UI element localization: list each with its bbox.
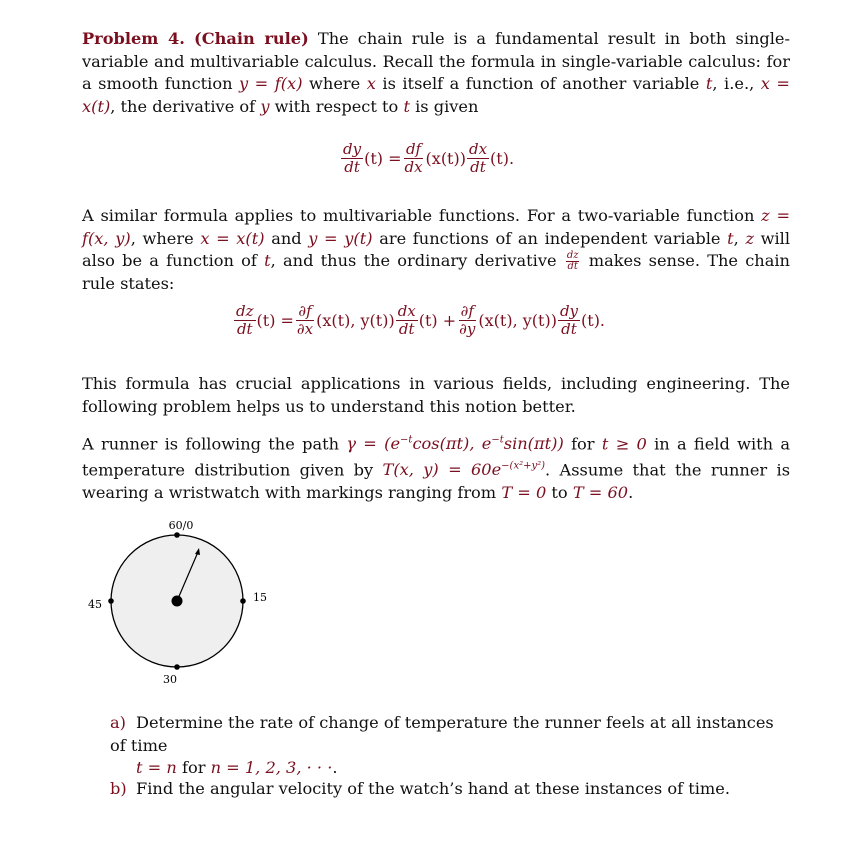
math-y: y (260, 96, 270, 116)
math-y-eq-fx: y = f(x) (239, 74, 303, 93)
question-b-label: b) (110, 779, 127, 798)
label-30: 30 (163, 673, 177, 686)
p4-t4: . Assume that the runner is wearing a wristwatch with markings ranging from (82, 460, 791, 502)
intro-ie: , i.e., (712, 74, 755, 93)
p2-t4: are functions of an independent variable (379, 228, 721, 248)
equation-multivariable-chain-rule (233, 303, 605, 338)
frac-partial-f-y: $\frac{\partial f}{\partial y}$ (459, 302, 476, 338)
math-t: t (705, 74, 713, 93)
frac-dy-dt-2: $\frac{dy}{dt}$ (559, 302, 579, 338)
math-t-4: t (264, 251, 271, 270)
p2-t6: will also be a function of (82, 228, 790, 270)
math-n-values: n = 1, 2, 3, · · · (210, 758, 333, 777)
intro-text-4: with respect to (274, 96, 399, 116)
p2-t7: , and thus the ordinary derivative (270, 251, 557, 270)
p4-t5: to (551, 482, 568, 502)
wristwatch-diagram (78, 514, 278, 694)
intro-text: The chain rule is a fundamental result in both single-variable and multivariable calculus. Recall the formula in single-variable calculus: for a smooth function (82, 29, 790, 93)
frac-dx-dt: $\frac{dx}{dt}$ (468, 140, 488, 176)
math-temperature: T(x, $y) = 60e^{-(x^2+y^2)}$ (382, 460, 546, 480)
math-t-eq-0: T = 0 (501, 482, 547, 502)
applications-paragraph: This formula has crucial applications in various fields, including engineering. The following problem helps us to understand this notion better. (82, 374, 790, 416)
frac-dz-dt: $\frac{dz}{dt}$ (236, 302, 254, 338)
watch-hub (172, 596, 183, 607)
frac-dx-dt-2: $\frac{dx}{dt}$ (397, 302, 416, 338)
label-15: 15 (253, 591, 267, 604)
frac-dy-dt: $\frac{dy}{dt}$ (343, 140, 362, 176)
math-z-eq-f: z = f(x, (82, 206, 791, 248)
intro-text-2: is itself a function of another variable (382, 74, 700, 93)
marker-right (240, 598, 246, 604)
math-t-3: t (727, 228, 734, 248)
p2-t3: and (271, 228, 302, 248)
p4-t2: for (571, 434, 595, 454)
frac-dz-dt-inline: $\frac{dz}{dt}$ (566, 250, 579, 272)
frac-partial-f-x: $\frac{\partial f}{\partial x}$ (296, 302, 314, 338)
math-t-2: t (403, 96, 410, 116)
eq2-dy-arg: (t). (581, 311, 606, 330)
problem-intro (82, 28, 790, 118)
frac-df-dx: $\frac{df}{dx}$ (404, 140, 423, 176)
math-z: z (745, 228, 754, 248)
eq2-fx-arg: (x(t), y(t)) (316, 311, 395, 330)
eq1-lhs-arg: (t) = (364, 149, 402, 168)
eq1-f-arg: (x(t)) (425, 149, 466, 168)
question-a (110, 712, 790, 780)
math-x-of-t: x = x(t) (82, 74, 790, 116)
label-60-0: 60/0 (168, 519, 194, 532)
math-t-eq-60: T = 60 (572, 482, 629, 502)
question-b (110, 778, 790, 801)
label-45: 45 (88, 598, 102, 611)
math-y-close: y) (115, 228, 131, 248)
question-b-text: Find the angular velocity of the watch’s hand at these instances of time. (136, 779, 730, 798)
math-t-ge-0: t ≥ 0 (601, 434, 647, 454)
intro-where: where (309, 74, 361, 93)
marker-left (108, 598, 114, 604)
p4-t6: . (628, 482, 634, 502)
marker-bottom (174, 664, 180, 670)
eq2-dx-arg: (t) + (418, 311, 457, 330)
eq1-x-arg: (t). (490, 149, 515, 168)
multivariable-paragraph (82, 205, 790, 295)
marker-top (174, 532, 180, 538)
math-y-eq-yt: y = y(t) (308, 228, 373, 248)
eq2-fy-arg: (x(t), y(t)) (478, 311, 557, 330)
math-path: $\gamma = (e^{-t}\cos(\pi t)$, $e^{-t}\sin(\pi t)$) (346, 434, 564, 454)
math-x: x (366, 74, 376, 93)
intro-text-3: , the derivative of (110, 96, 256, 116)
p2-t8: makes sense. The chain rule states: (82, 251, 790, 293)
problem-topic: (Chain rule) (194, 29, 309, 48)
question-a-text: Determine the rate of change of temperature the runner feels at all instances of time (110, 713, 774, 755)
p4-t3: in a field with a temperature distribution given by (82, 434, 790, 480)
p2-t5: , (733, 228, 739, 248)
p2-t2: , where (130, 228, 194, 248)
p4-t1: A runner is following the path (82, 434, 340, 454)
math-x-eq-xt: x = x(t) (200, 228, 265, 248)
eq2-lhs-arg: (t) = (256, 311, 294, 330)
question-a-label: a) (110, 713, 126, 732)
p2-t1: A similar formula applies to multivariable functions. For a two-variable function (82, 206, 755, 225)
math-t-eq-n: t = n (136, 758, 177, 777)
runner-paragraph (82, 430, 790, 504)
intro-text-5: is given (415, 96, 479, 116)
problem-label: Problem 4. (82, 29, 185, 48)
question-a-for: for (181, 758, 206, 777)
question-a-period: . (332, 758, 338, 777)
equation-single-chain-rule (340, 141, 514, 176)
